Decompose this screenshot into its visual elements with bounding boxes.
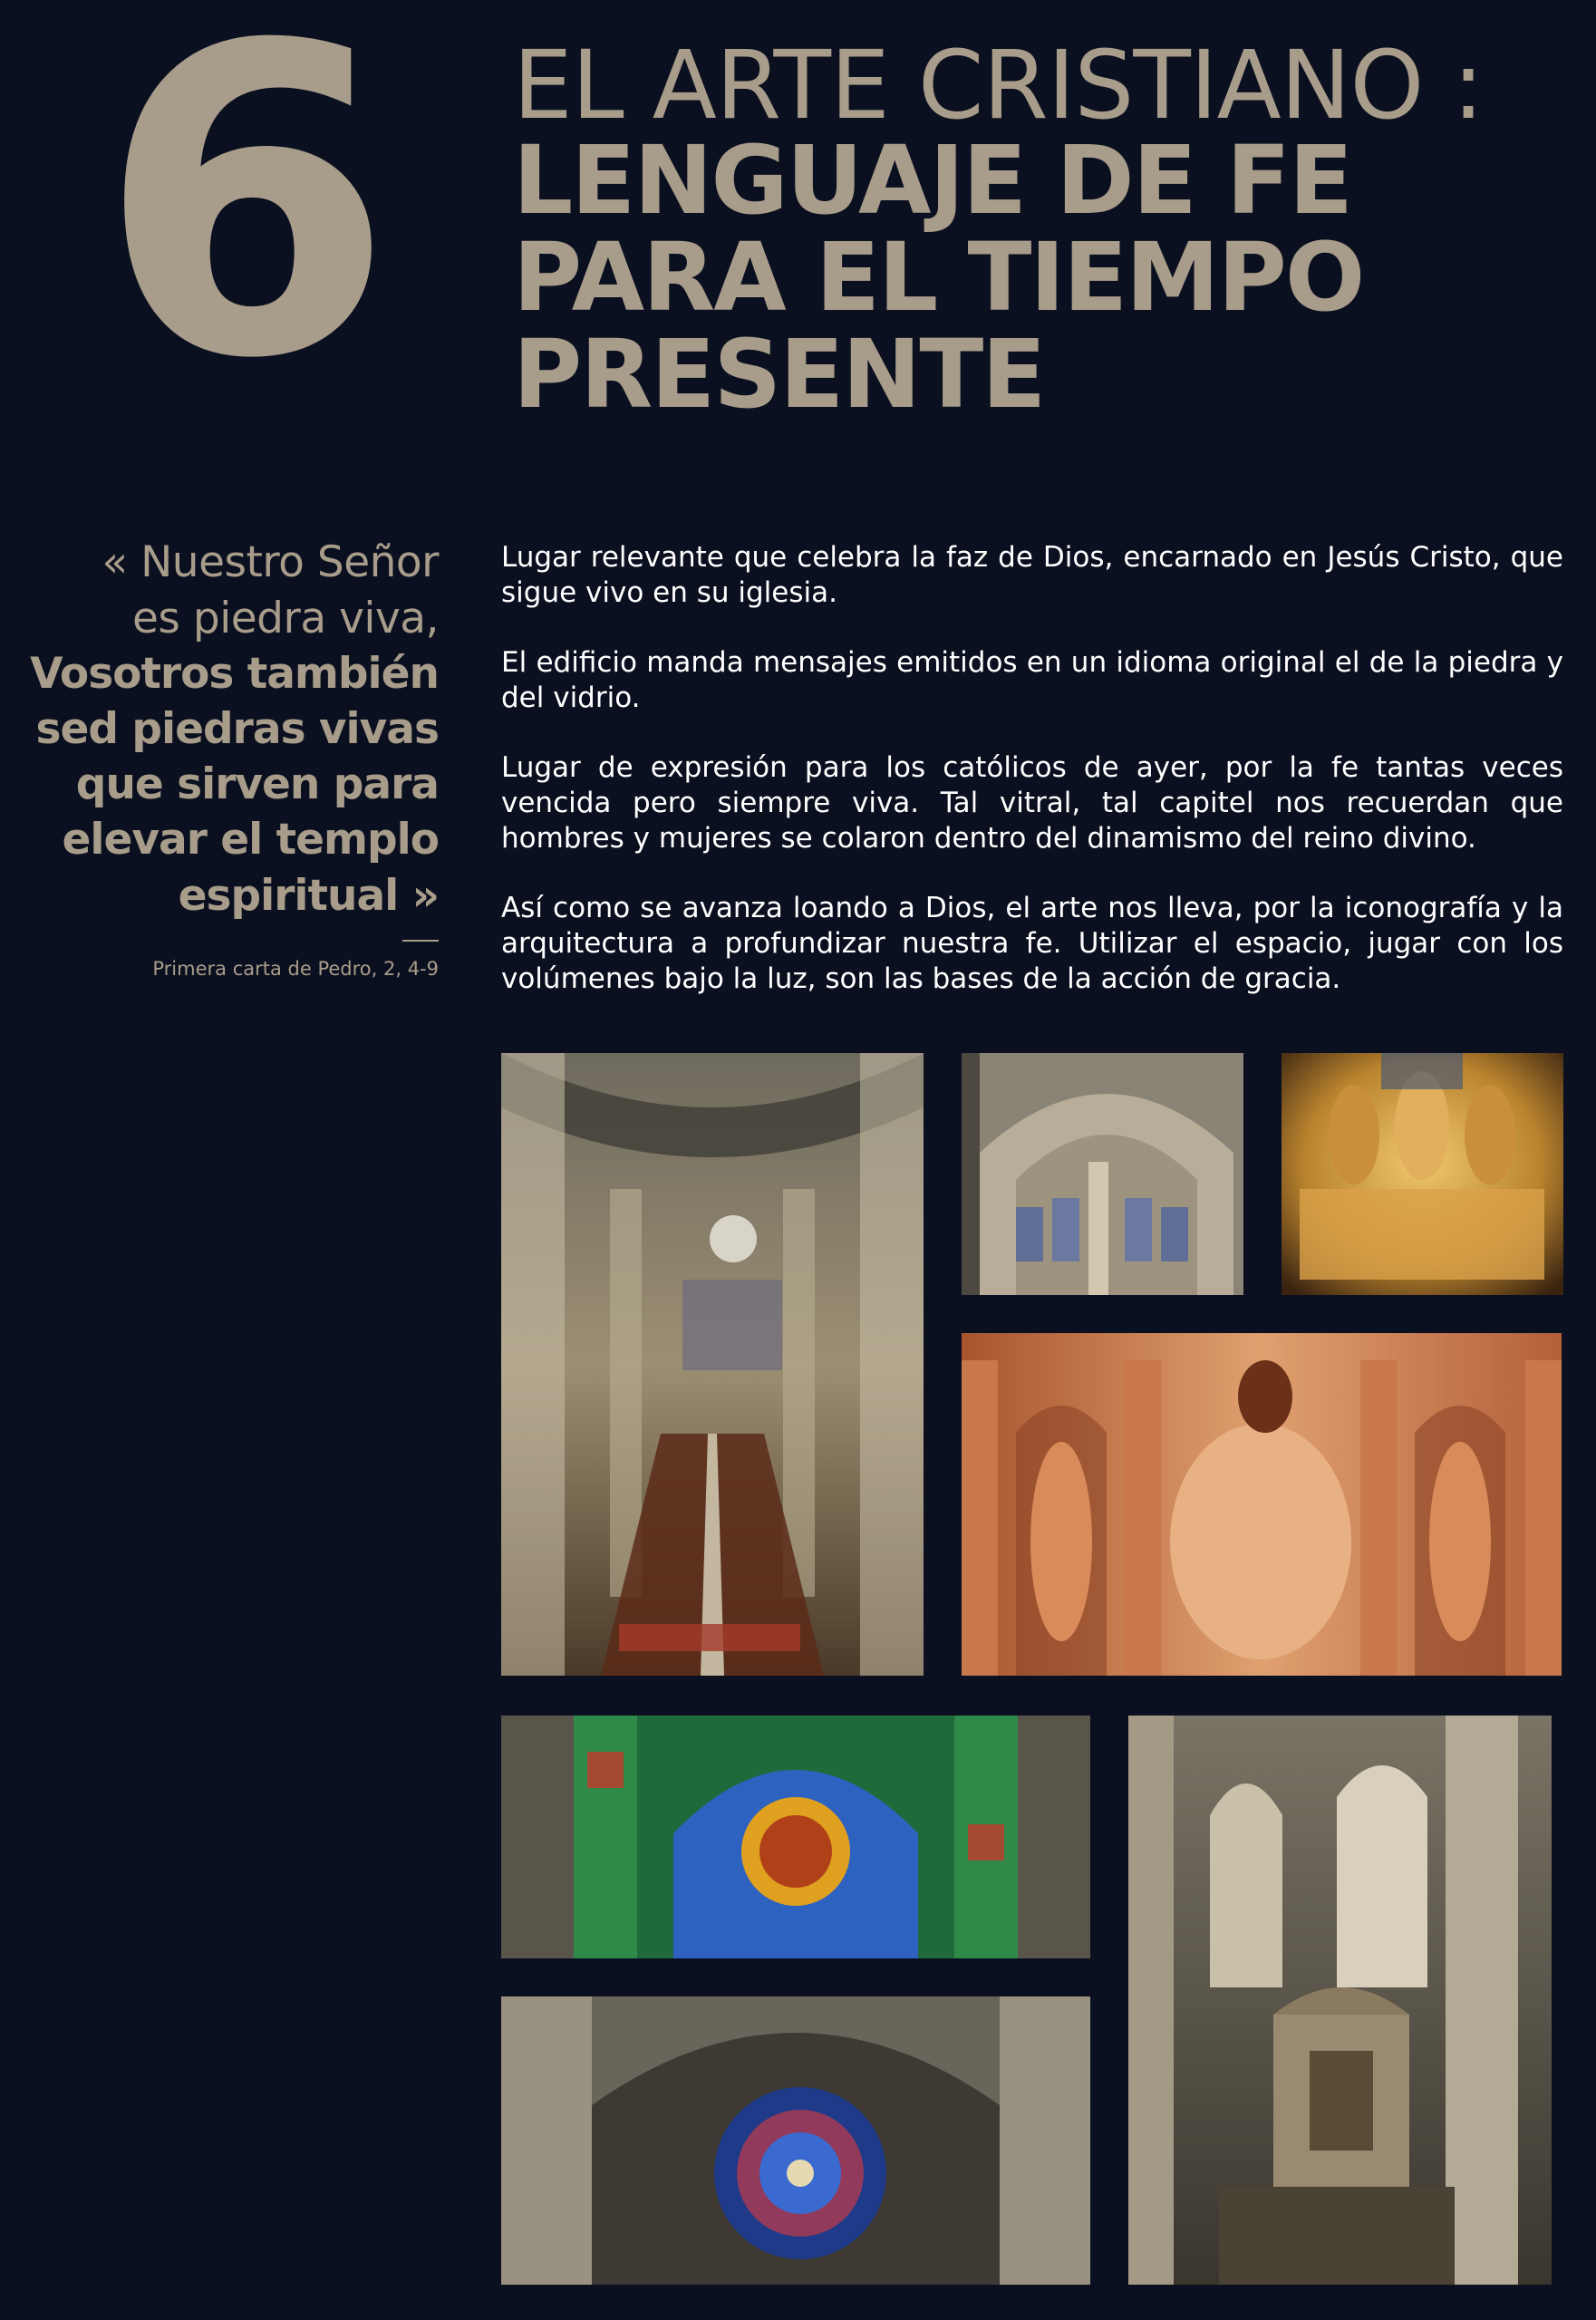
quote-bold-line-2: sed piedras vivas [35,704,439,755]
quote-source: Primera carta de Pedro, 2, 4-9 [152,957,439,980]
quote-line-1: « Nuestro Señor [102,537,439,587]
quote-bold-line-4: elevar el templo [62,815,439,865]
paragraph-3: Lugar de expresión para los católicos de ayer, por la fe tantas veces vencida pero siempre viva. Tal vitral, tal capitel nos recuerdan que hombres y mujeres se colaron dentro del dinamismo del reino divino. [501,751,1563,855]
quote-bold-line-5: espiritual » [178,870,439,921]
photo-vault-arches [962,1053,1243,1295]
body-text [501,540,1563,1031]
quote-line-2: es piedra viva, [132,593,439,643]
quote-bold-line-1: Vosotros también [30,649,439,700]
photo-pieta-relief [962,1333,1562,1676]
photo-altar-interior [1128,1716,1552,2285]
quote-bold-line-3: que sirven para [75,759,439,810]
title-bold-line-3: PRESENTE [513,319,1045,430]
title-bold-line-2: PARA EL TIEMPO [513,222,1364,334]
photo-stained-glass [501,1716,1090,1958]
section-number: 6 [98,0,386,451]
title-line-1: EL ARTE CRISTIANO : [513,30,1484,140]
photo-rose-window [501,1996,1090,2285]
paragraph-1: Lugar relevante que celebra la faz de Dios, encarnado en Jesús Cristo, que sigue vivo en su iglesia. [501,541,1563,609]
quote-divider [402,940,439,942]
photo-golden-sculpture [1282,1053,1563,1295]
photo-cathedral-nave [501,1053,924,1676]
paragraph-4: Así como se avanza loando a Dios, el arte nos lleva, por la iconografía y la arquitectura a profundizar nuestra fe. Utilizar el espacio, jugar con los volúmenes bajo la luz, son las bases de la acción de gracia. [501,892,1563,995]
paragraph-2: El edificio manda mensajes emitidos en un idioma original el de la piedra y del vidrio. [501,646,1563,714]
scripture-quote [18,535,439,980]
page-title [513,30,1582,430]
title-bold-line-1: LENGUAJE DE FE [513,125,1352,236]
